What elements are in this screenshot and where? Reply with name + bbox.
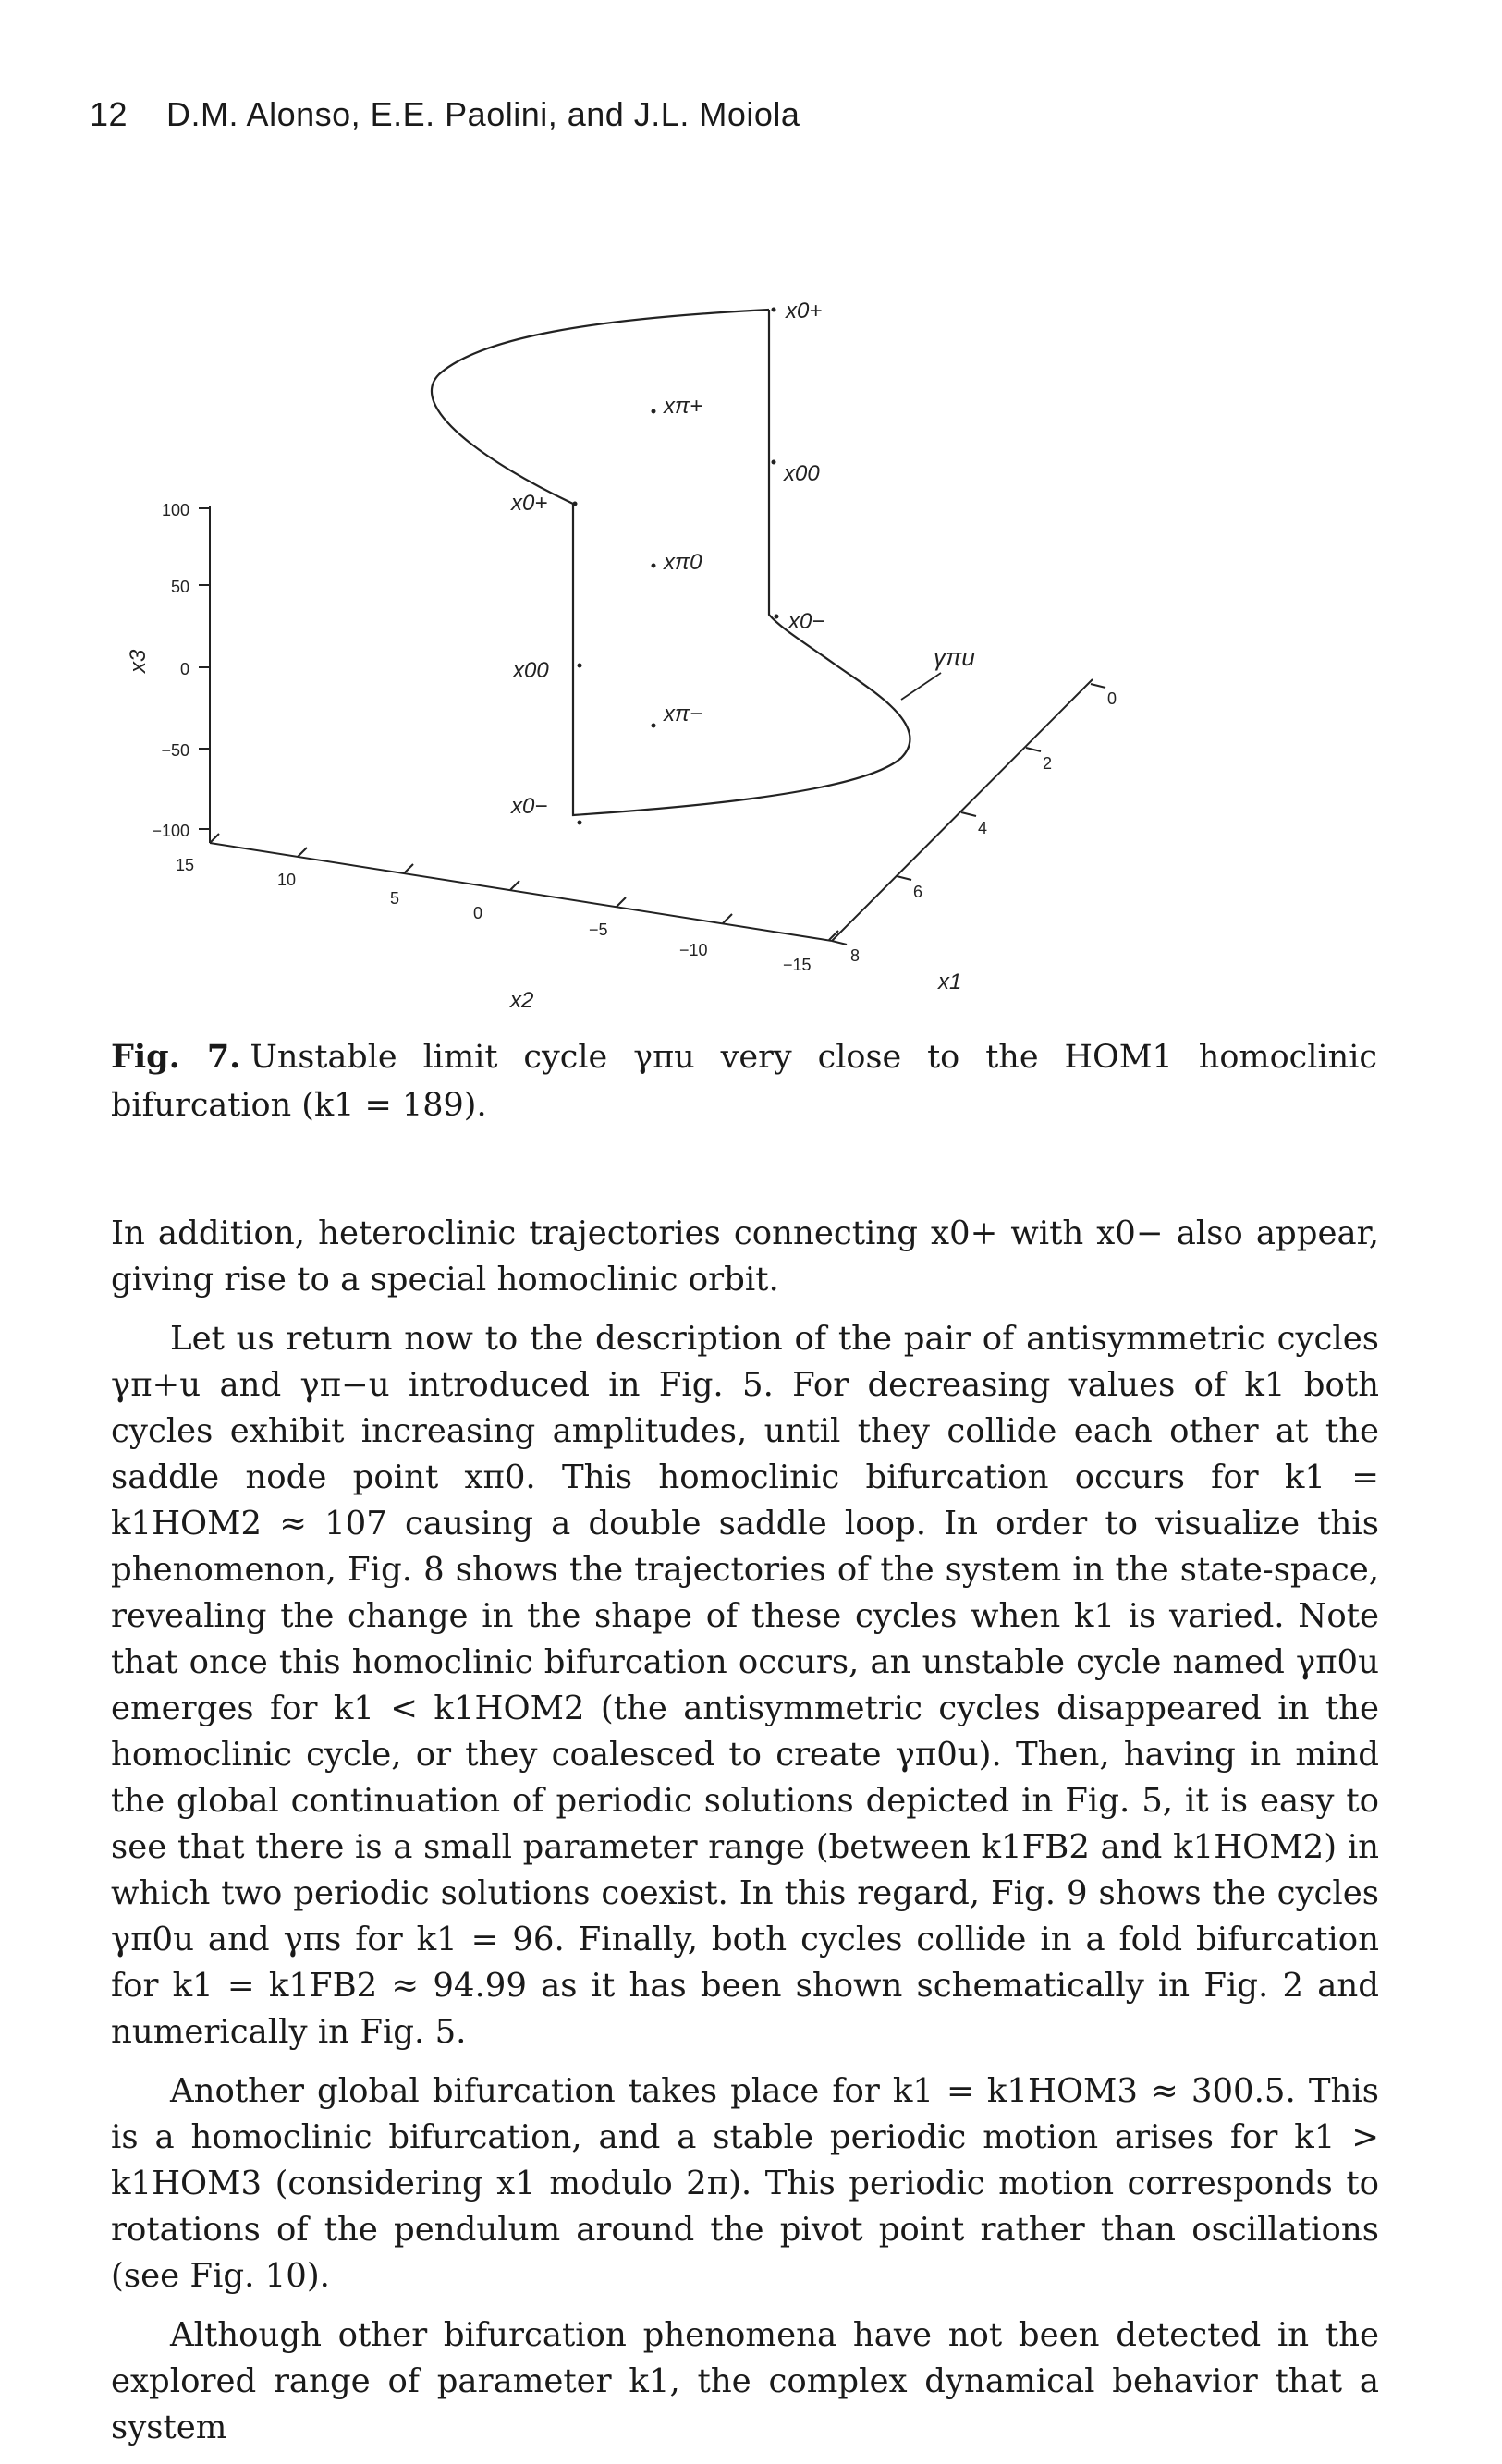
paragraph-1: In addition, heteroclinic trajectories connecting x0+ with x0− also appear, giving rise to a special homoclinic orbit. — [111, 1214, 1379, 1299]
x1-axis-label: x1 — [938, 970, 962, 994]
curve-label-pointer — [901, 673, 941, 700]
z-tick-100: 100 — [161, 501, 189, 519]
x1-tick-8: 8 — [850, 946, 861, 965]
z-axis-label: x3 — [126, 649, 151, 673]
x1-tick-4: 4 — [978, 819, 988, 837]
caption-text: Unstable limit cycle γπu very close to the HOM1 homoclinic bifurcation (k1 = 189). — [111, 1039, 1377, 1124]
x2-tick-0: 0 — [473, 904, 483, 922]
x2-tick-10: 10 — [277, 871, 297, 889]
z-ticks — [199, 508, 210, 829]
x2-tick-5: 5 — [390, 889, 400, 908]
label-x00-right: x00 — [784, 461, 820, 486]
x2-axis — [210, 843, 832, 941]
author-list: D.M. Alonso, E.E. Paolini, and J.L. Moiola — [166, 95, 800, 133]
figure-7-plot — [0, 0, 1502, 1026]
label-x0-minus-left: x0− — [511, 794, 548, 819]
label-xpi-plus: xπ+ — [664, 394, 703, 419]
z-tick-minus50: −50 — [161, 741, 189, 760]
label-xpi-minus: xπ− — [664, 701, 703, 726]
figure-caption — [111, 1033, 1377, 1129]
paragraph-3: Another global bifurcation takes place for k1 = k1HOM3 ≈ 300.5. This is a homoclinic bifurcation, and a stable periodic motion arises for k1 > k1HOM3 (considering x1 modulo 2π). This periodic motion corresponds to rotations of the pendulum around the pivot point rather than oscillations (see Fig. 10). — [111, 2072, 1379, 2295]
x2-tick-minus10: −10 — [679, 941, 708, 959]
z-tick-0: 0 — [179, 660, 189, 678]
x2-tick-15: 15 — [176, 856, 195, 874]
label-x0-plus-left: x0+ — [511, 491, 548, 516]
x2-axis-label: x2 — [510, 988, 534, 1013]
x2-tick-minus15: −15 — [783, 956, 812, 974]
label-xpi-0: xπ0 — [664, 550, 702, 575]
label-x0-plus-top: x0+ — [786, 299, 823, 323]
label-x0-minus-right: x0− — [788, 609, 825, 634]
x2-tick-minus5: −5 — [589, 921, 608, 939]
x1-tick-2: 2 — [1043, 754, 1053, 773]
body-text — [111, 1211, 1379, 2464]
z-tick-50: 50 — [170, 578, 189, 596]
page-number: 12 — [90, 95, 128, 133]
x1-axis — [832, 679, 1093, 941]
x1-ticks — [832, 684, 1105, 945]
x1-tick-0: 0 — [1107, 689, 1117, 708]
x1-tick-6: 6 — [913, 883, 923, 901]
paragraph-4: Although other bifurcation phenomena have not been detected in the explored range of parameter k1, the complex dynamical behavior that a system — [111, 2316, 1379, 2446]
label-gamma-pi-u: γπu — [934, 643, 975, 671]
x2-ticks — [210, 834, 838, 940]
paragraph-2: Let us return now to the description of the pair of antisymmetric cycles γπ+u and γπ−u introduced in Fig. 5. For decreasing values of k1 both cycles exhibit increasing amplitudes, until they collide each other at the saddle node point xπ0. This homoclinic bifurcation occurs for k1 = k1HOM2 ≈ 107 causing a double saddle loop. In order to visualize this phenomenon, Fig. 8 shows the trajectories of the system in the state-space, revealing the change in the shape of these cycles when k1 is varied. Note that once this homoclinic bifurcation occurs, an unstable cycle named γπ0u emerges for k1 < k1HOM2 (the antisymmetric cycles disappeared in the homoclinic cycle, or they coalesced to create γπ0u). Then, having in mind the global continuation of periodic solutions depicted in Fig. 5, it is easy to see that there is a small parameter range (between k1FB2 and k1HOM2) in which two periodic solutions coexist. In this regard, Fig. 9 shows the cycles γπ0u and γπs for k1 = 96. Finally, both cycles collide in a fold bifurcation for k1 = k1FB2 ≈ 94.99 as it has been shown schematically in Fig. 2 and numerically in Fig. 5. — [111, 1320, 1379, 2051]
caption-label: Fig. 7. — [111, 1038, 241, 1076]
z-tick-minus100: −100 — [152, 822, 189, 840]
label-x00-left: x00 — [513, 658, 549, 683]
figure-7 — [0, 0, 1502, 1030]
